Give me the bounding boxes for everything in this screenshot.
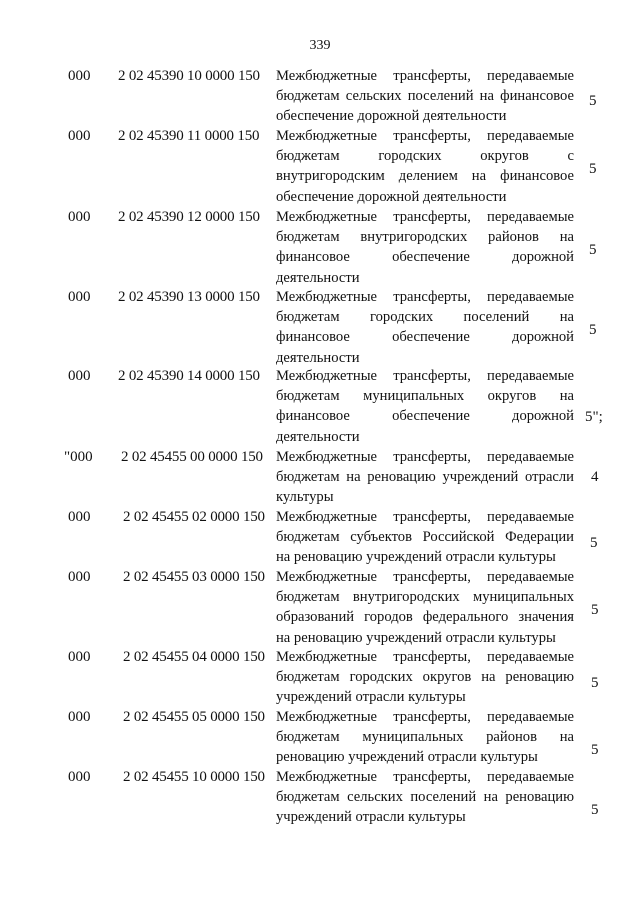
admin-code: 000 xyxy=(68,289,91,305)
revenue-name-line: бюджетам внутригородских муниципальных xyxy=(276,589,574,606)
table-row xyxy=(0,507,640,568)
revenue-name-line: бюджетам городских округов на реновацию xyxy=(276,669,574,686)
revenue-name-line: реновацию учреждений отрасли культуры xyxy=(276,749,538,766)
revenue-name-line: Межбюджетные трансферты, передаваемые xyxy=(276,128,574,144)
revenue-name-line: финансовое обеспечение дорожной xyxy=(276,329,574,346)
admin-code: 000 xyxy=(68,709,91,725)
revenue-name-line: на реновацию учреждений отрасли культуры xyxy=(276,629,556,646)
table-row xyxy=(0,126,640,207)
revenue-name xyxy=(276,507,574,568)
revenue-name-line: Межбюджетные трансферты, передаваемые xyxy=(276,289,574,305)
norm-value: 5 xyxy=(590,535,598,551)
revenue-name-line: бюджетам субъектов Российской Федерации xyxy=(276,529,574,546)
revenue-name-line: Межбюджетные трансферты, передаваемые xyxy=(276,569,574,585)
budget-classification-code: 2 02 45390 11 0000 150 xyxy=(118,128,260,144)
revenue-name-line: на реновацию учреждений отрасли культуры xyxy=(276,549,556,566)
admin-code: 000 xyxy=(68,649,91,665)
norm-value: 5 xyxy=(589,161,597,177)
revenue-name-line: финансовое обеспечение дорожной xyxy=(276,408,574,425)
norm-value: 5 xyxy=(591,802,599,818)
table-row xyxy=(0,66,640,127)
table-row xyxy=(0,567,640,648)
table-row xyxy=(0,447,640,508)
revenue-name xyxy=(276,647,574,708)
table-row xyxy=(0,287,640,368)
revenue-name xyxy=(276,287,574,368)
revenue-name-line: Межбюджетные трансферты, передаваемые xyxy=(276,68,574,84)
revenue-name xyxy=(276,767,574,828)
revenue-name-line: Межбюджетные трансферты, передаваемые xyxy=(276,709,574,725)
revenue-name-line: бюджетам муниципальных округов на xyxy=(276,388,574,405)
admin-code: 000 xyxy=(68,368,91,384)
revenue-name-line: культуры xyxy=(276,489,334,506)
revenue-name-line: бюджетам внутригородских районов на xyxy=(276,229,574,246)
norm-value: 5 xyxy=(589,93,597,109)
revenue-name-line: Межбюджетные трансферты, передаваемые xyxy=(276,509,574,525)
revenue-name-line: бюджетам сельских поселений на реновацию xyxy=(276,789,574,806)
revenue-name-line: деятельности xyxy=(276,349,360,366)
revenue-name-line: внутригородским делением на финансовое xyxy=(276,168,574,185)
norm-value: 5 xyxy=(589,242,597,258)
page-number: 339 xyxy=(309,38,331,53)
budget-classification-code: 2 02 45390 14 0000 150 xyxy=(118,368,260,384)
revenue-name-line: образований городов федерального значения xyxy=(276,609,574,626)
revenue-name xyxy=(276,366,574,447)
revenue-name-line: бюджетам муниципальных районов на xyxy=(276,729,574,746)
budget-classification-code: 2 02 45455 05 0000 150 xyxy=(123,709,265,725)
table-row xyxy=(0,647,640,708)
revenue-name-line: учреждений отрасли культуры xyxy=(276,809,466,826)
revenue-name-line: учреждений отрасли культуры xyxy=(276,689,466,706)
revenue-name-line: обеспечение дорожной деятельности xyxy=(276,188,507,205)
revenue-name-line: Межбюджетные трансферты, передаваемые xyxy=(276,649,574,665)
norm-value: 5"; xyxy=(585,409,603,425)
revenue-name-line: Межбюджетные трансферты, передаваемые xyxy=(276,449,574,465)
norm-value: 5 xyxy=(589,322,597,338)
budget-classification-code: 2 02 45455 00 0000 150 xyxy=(121,449,263,465)
table-row xyxy=(0,707,640,768)
admin-code: 000 xyxy=(68,569,91,585)
budget-classification-code: 2 02 45390 12 0000 150 xyxy=(118,209,260,225)
budget-classification-code: 2 02 45390 10 0000 150 xyxy=(118,68,260,84)
admin-code: 000 xyxy=(68,68,91,84)
admin-code: "000 xyxy=(64,449,93,465)
revenue-name-line: бюджетам городских округов с xyxy=(276,148,574,165)
table-row xyxy=(0,767,640,828)
revenue-name xyxy=(276,447,574,508)
budget-classification-code: 2 02 45455 03 0000 150 xyxy=(123,569,265,585)
revenue-name-line: бюджетам сельских поселений на финансовое xyxy=(276,88,574,105)
budget-classification-code: 2 02 45455 02 0000 150 xyxy=(123,509,265,525)
admin-code: 000 xyxy=(68,209,91,225)
revenue-name xyxy=(276,126,574,207)
revenue-name-line: бюджетам на реновацию учреждений отрасли xyxy=(276,469,574,486)
revenue-name xyxy=(276,707,574,768)
revenue-name-line: бюджетам городских поселений на xyxy=(276,309,574,326)
norm-value: 5 xyxy=(591,742,599,758)
revenue-name-line: деятельности xyxy=(276,428,360,445)
revenue-name xyxy=(276,567,574,648)
revenue-name xyxy=(276,66,574,127)
table-row xyxy=(0,366,640,447)
budget-classification-code: 2 02 45390 13 0000 150 xyxy=(118,289,260,305)
revenue-name-line: Межбюджетные трансферты, передаваемые xyxy=(276,769,574,785)
budget-classification-code: 2 02 45455 04 0000 150 xyxy=(123,649,265,665)
admin-code: 000 xyxy=(68,769,91,785)
revenue-name-line: Межбюджетные трансферты, передаваемые xyxy=(276,368,574,384)
revenue-name-line: деятельности xyxy=(276,269,360,286)
budget-classification-code: 2 02 45455 10 0000 150 xyxy=(123,769,265,785)
norm-value: 5 xyxy=(591,675,599,691)
revenue-name-line: обеспечение дорожной деятельности xyxy=(276,108,507,125)
norm-value: 4 xyxy=(591,469,599,485)
revenue-name-line: финансовое обеспечение дорожной xyxy=(276,249,574,266)
norm-value: 5 xyxy=(591,602,599,618)
table-row xyxy=(0,207,640,288)
admin-code: 000 xyxy=(68,128,91,144)
revenue-name-line: Межбюджетные трансферты, передаваемые xyxy=(276,209,574,225)
admin-code: 000 xyxy=(68,509,91,525)
revenue-name xyxy=(276,207,574,288)
